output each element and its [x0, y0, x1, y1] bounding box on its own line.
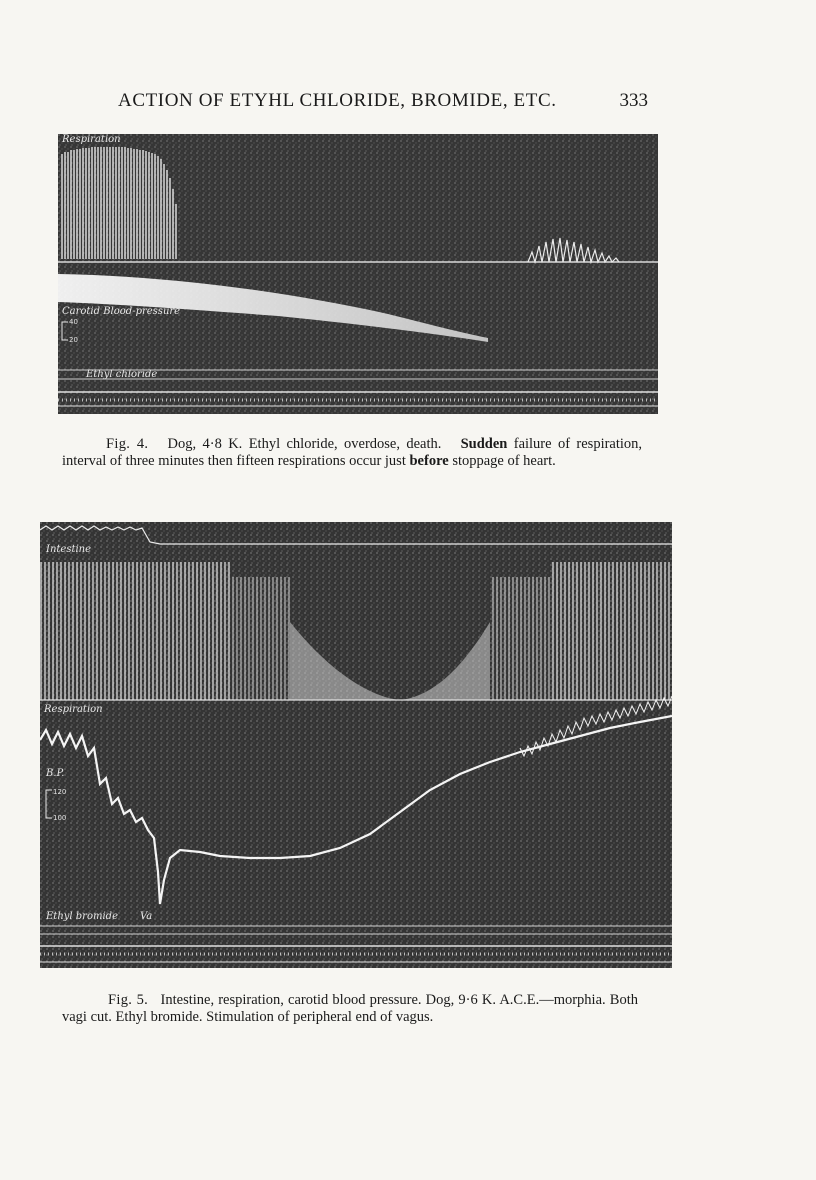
running-title: ACTION OF ETYHL CHLORIDE, BROMIDE, ETC.: [118, 90, 557, 111]
figure-4-caption-text-2: failure of respiration, interval of three minutes then fifteen respirations occur just: [62, 436, 643, 469]
figure-5-intestine-label: Intestine: [46, 544, 92, 555]
figure-4-caption: [62, 436, 642, 470]
figure-4-kymograph: [58, 134, 658, 414]
page-number: 333: [619, 90, 648, 111]
figure-5-scale-low: 100: [53, 814, 67, 822]
running-header: [118, 86, 648, 116]
figure-5-vagus-signal-label: Va: [140, 911, 153, 922]
figure-5-caption: [62, 992, 638, 1026]
figure-4-trace-image: [58, 134, 658, 414]
figure-4-respiration-label: Respiration: [62, 134, 121, 145]
figure-4-drug-signal-label: Ethyl chloride: [86, 369, 158, 380]
figure-4-blood-pressure-label: Carotid Blood-pressure: [62, 306, 181, 317]
figure-5-blood-pressure-label: B.P.: [46, 768, 65, 779]
figure-5-drug-signal-label: Ethyl bromide: [46, 911, 118, 922]
figure-4-caption-text-1: Dog, 4·8 K. Ethyl chloride, overdose, death.: [167, 436, 442, 452]
figure-5-respiration-label: Respiration: [44, 704, 103, 715]
figure-5-caption-text: Intestine, respiration, carotid blood pressure. Dog, 9·6 K. A.C.E.—morphia. Both vagi cut. Ethyl bromide. Stimulation of peripheral end of vagus.: [62, 992, 638, 1025]
figure-4-caption-bold-1: Sudden: [460, 436, 508, 452]
figure-4-number: Fig. 4.: [106, 436, 149, 452]
figure-4-scale-low: 20: [69, 336, 78, 344]
figure-5-scale-high: 120: [53, 788, 67, 796]
figure-5-respiration-trace: [40, 562, 230, 700]
figure-5-number: Fig. 5.: [108, 992, 149, 1008]
figure-4-caption-bold-2: before: [409, 453, 449, 469]
figure-4-caption-text-3: stoppage of heart.: [452, 453, 556, 469]
figure-5-trace-image: [40, 522, 672, 968]
figure-5-kymograph: [40, 522, 672, 968]
figure-4-scale-high: 40: [69, 318, 78, 326]
